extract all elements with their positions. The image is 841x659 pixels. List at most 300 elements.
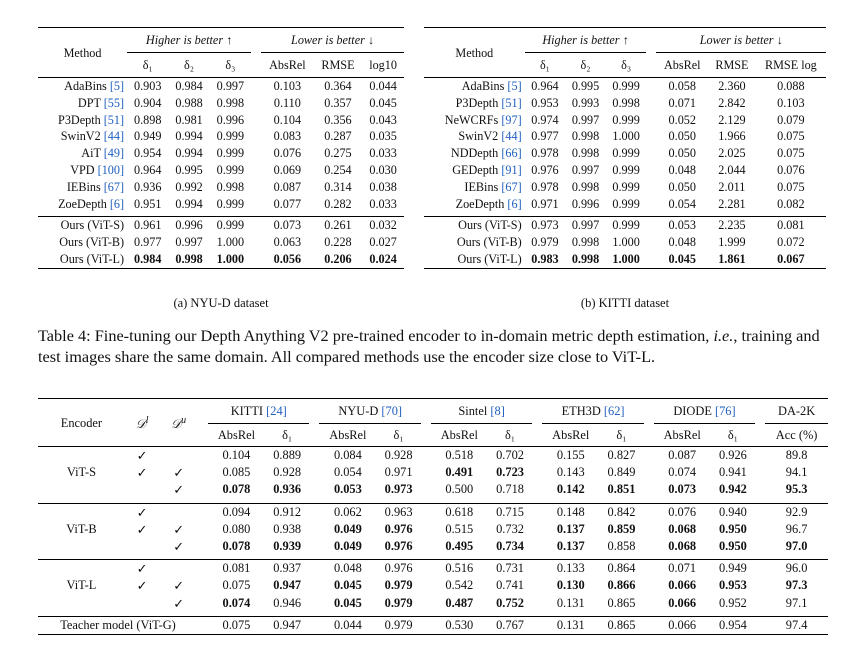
table-row	[38, 595, 828, 612]
citation: [51]	[501, 95, 522, 110]
spacer	[251, 217, 261, 234]
metric-value: 0.946	[273, 595, 302, 610]
metric-value: 0.926	[711, 447, 756, 465]
citation: [6]	[507, 196, 522, 211]
dataset-header-sintel: Sintel [8]	[431, 399, 532, 424]
metric-value: 0.075	[222, 578, 251, 593]
method-name: Ours (ViT-B)	[456, 235, 522, 250]
metric-value: 0.500	[445, 482, 474, 497]
spacer	[646, 145, 656, 162]
spacer	[646, 217, 656, 234]
metric-value: 0.979	[376, 616, 421, 634]
subcaption-a: (a) NYU-D dataset	[173, 296, 269, 310]
metric-value: 1.000	[216, 235, 245, 250]
metric-value: 0.981	[175, 112, 203, 127]
metric-value: 0.964	[134, 162, 162, 177]
method-name: Ours (ViT-S)	[38, 217, 127, 234]
table-row-ours	[424, 234, 826, 251]
metric-value: 0.084	[319, 447, 376, 465]
metric-value: 0.045	[333, 578, 362, 593]
spacer	[309, 538, 319, 555]
labeled-check	[125, 595, 159, 612]
spacer	[646, 128, 656, 145]
metric-value: 0.081	[208, 560, 265, 578]
metric-value: 0.516	[431, 560, 488, 578]
metric-value: 2.842	[718, 95, 746, 110]
table-row	[38, 179, 404, 196]
spacer	[644, 464, 654, 481]
col-header: RMSE	[321, 58, 355, 72]
metric-value: 0.889	[265, 447, 310, 465]
metric-value: 92.9	[765, 503, 828, 521]
metric-value: 0.741	[496, 578, 524, 593]
metric-value: 0.066	[668, 595, 697, 610]
table-row	[424, 95, 826, 112]
metric-value: 94.1	[785, 465, 808, 480]
metric-value: 0.979	[384, 578, 413, 593]
metric-value: 1.000	[606, 251, 647, 268]
metric-value: 0.971	[531, 196, 559, 211]
col-header-absrel: AbsRel	[329, 428, 367, 442]
table-row	[38, 128, 404, 145]
metric-value: 0.983	[525, 251, 566, 268]
metric-value: 0.082	[777, 196, 805, 211]
spacer	[646, 251, 656, 268]
metric-value: 0.928	[273, 465, 302, 480]
metric-value: 0.491	[445, 465, 474, 480]
method-name: NDDepth [66]	[450, 146, 522, 161]
col-header-delta: δ₁	[616, 428, 627, 442]
metric-value: 0.979	[531, 235, 559, 250]
spacer	[646, 179, 656, 196]
metric-value: 0.254	[324, 162, 352, 177]
metric-value: 0.993	[571, 95, 600, 110]
metric-value: 0.827	[599, 447, 644, 465]
metric-value: 0.357	[324, 95, 352, 110]
spacer	[646, 234, 656, 251]
table-4-caption	[38, 325, 828, 367]
spacer	[309, 447, 319, 465]
metric-value: 0.865	[599, 616, 644, 634]
table-row	[424, 145, 826, 162]
spacer	[198, 616, 208, 634]
table-row-teacher	[38, 616, 828, 634]
unlabeled-check	[159, 503, 198, 521]
spacer	[644, 424, 654, 447]
spacer	[251, 162, 261, 179]
metric-value: 0.951	[134, 196, 162, 211]
metric-value: 0.978	[531, 179, 559, 194]
metric-value: 0.104	[208, 447, 265, 465]
table-row-ours	[424, 217, 826, 234]
metric-value: 0.049	[333, 539, 362, 554]
metric-value: 0.282	[324, 196, 352, 211]
metric-value: 1.000	[612, 235, 640, 250]
labeled-check: ✓	[125, 503, 159, 521]
metric-value: 0.068	[668, 539, 697, 554]
spacer	[198, 577, 208, 594]
table-row	[38, 196, 404, 213]
metric-value: 1.861	[708, 251, 756, 268]
spacer	[532, 577, 542, 594]
citation: [67]	[103, 179, 125, 194]
spacer	[421, 521, 431, 538]
metric-value: 0.988	[175, 95, 203, 110]
method-name: VPD [100]	[70, 162, 125, 177]
metric-value: 0.994	[175, 146, 203, 161]
spacer	[421, 481, 431, 498]
metric-value: 0.997	[565, 217, 606, 234]
metric-value: 0.067	[756, 251, 826, 268]
metric-value: 0.999	[210, 217, 251, 234]
metric-value: 0.976	[376, 560, 421, 578]
metric-value: 0.131	[542, 616, 599, 634]
metric-value: 0.732	[496, 521, 524, 536]
method-name: GEDepth [91]	[452, 162, 522, 177]
metric-value: 0.936	[273, 482, 302, 497]
metric-value: 0.228	[324, 235, 352, 250]
spacer	[532, 595, 542, 612]
spacer	[755, 424, 765, 447]
metric-value: 0.032	[362, 217, 404, 234]
metric-value: 0.073	[261, 217, 314, 234]
table-encoder-comparison	[38, 398, 828, 635]
metric-value: 0.130	[556, 578, 585, 593]
method-name: P3Depth [51]	[455, 95, 522, 110]
metric-value: 0.999	[612, 162, 640, 177]
method-name: AdaBins [5]	[424, 78, 525, 95]
metric-value: 0.973	[384, 482, 413, 497]
labeled-check: ✓	[136, 521, 148, 537]
metric-value: 0.999	[216, 146, 245, 161]
spacer	[198, 521, 208, 538]
metric-value: 0.137	[556, 521, 585, 536]
metric-value: 0.974	[531, 112, 559, 127]
col-header: δ₃	[225, 58, 236, 72]
metric-value: 0.984	[127, 251, 168, 268]
metric-value: 0.978	[531, 146, 559, 161]
spacer	[421, 464, 431, 481]
metric-value: 0.056	[261, 251, 314, 268]
spacer	[251, 112, 261, 129]
metric-value: 0.033	[369, 196, 397, 211]
spacer	[755, 447, 765, 465]
metric-value: 0.142	[556, 482, 585, 497]
metric-value: 0.912	[265, 503, 310, 521]
metric-value: 0.062	[319, 503, 376, 521]
metric-value: 0.050	[668, 146, 696, 161]
labeled-check	[125, 481, 159, 498]
metric-value: 0.073	[668, 482, 697, 497]
method-name: ZoeDepth [6]	[455, 196, 522, 211]
metric-value: 0.842	[599, 503, 644, 521]
method-name: AiT [49]	[81, 146, 125, 161]
metric-value: 0.865	[607, 595, 636, 610]
metric-value: 0.050	[668, 179, 696, 194]
caption-label: Table 4:	[38, 326, 95, 345]
unlabeled-check	[159, 560, 198, 578]
method-name: IEBins [67]	[66, 179, 125, 194]
metric-value: 0.979	[384, 595, 413, 610]
metric-value: 0.977	[134, 235, 162, 250]
table-row-ours	[38, 251, 404, 268]
metric-value: 0.938	[273, 521, 302, 536]
spacer	[532, 464, 542, 481]
spacer	[646, 112, 656, 129]
metric-value: 0.859	[607, 521, 636, 536]
metric-value: 2.281	[718, 196, 746, 211]
table-row	[38, 162, 404, 179]
metric-value: 0.058	[656, 78, 708, 95]
metric-value: 0.103	[261, 78, 314, 95]
metric-value: 0.076	[777, 162, 805, 177]
method-header: Method	[38, 28, 127, 78]
metric-value: 0.050	[668, 129, 696, 144]
spacer	[251, 78, 261, 95]
metric-value: 0.998	[571, 235, 600, 250]
spacer	[198, 481, 208, 498]
labeled-check: ✓	[136, 578, 148, 594]
metric-value: 0.999	[612, 179, 640, 194]
table-row	[38, 145, 404, 162]
table-row	[424, 179, 826, 196]
table-row	[38, 503, 828, 521]
col-header: log10	[369, 58, 397, 72]
metric-value: 0.961	[127, 217, 168, 234]
spacer	[198, 464, 208, 481]
spacer	[421, 538, 431, 555]
metric-value: 0.999	[216, 162, 245, 177]
metric-value: 0.155	[542, 447, 599, 465]
spacer	[644, 577, 654, 594]
metric-value: 0.715	[488, 503, 533, 521]
method-name: Ours (ViT-B)	[59, 235, 125, 250]
spacer	[755, 481, 765, 498]
metric-value: 0.904	[134, 95, 162, 110]
method-name: DPT [55]	[77, 95, 125, 110]
col-header-delta: δ₁	[727, 428, 738, 442]
metric-value: 0.903	[127, 78, 168, 95]
metric-value: 0.063	[273, 235, 302, 250]
caption-text: , training and test images share the same domain. All compared methods use the encoder size close to ViT-L.	[38, 326, 820, 366]
metric-value: 0.996	[168, 217, 209, 234]
table-row	[424, 128, 826, 145]
metric-value: 0.530	[431, 616, 488, 634]
metric-value: 0.487	[445, 595, 474, 610]
col-header: δ₃	[621, 58, 632, 72]
spacer	[755, 616, 765, 634]
table-row	[38, 95, 404, 112]
metric-value: 89.8	[765, 447, 828, 465]
method-name: Ours (ViT-S)	[424, 217, 525, 234]
metric-value: 0.054	[333, 465, 362, 480]
spacer	[755, 464, 765, 481]
table-row-ours	[38, 217, 404, 234]
metric-value: 0.053	[656, 217, 708, 234]
spacer	[309, 503, 319, 521]
col-header-delta: δ₁	[504, 428, 516, 442]
metric-value: 0.075	[208, 616, 265, 634]
metric-value: 0.261	[314, 217, 362, 234]
metric-value: 0.950	[718, 521, 747, 536]
metric-value: 0.999	[612, 196, 640, 211]
spacer	[646, 196, 656, 213]
metric-value: 0.954	[134, 146, 162, 161]
unlabeled-check: ✓	[173, 539, 185, 555]
dataset-header-nyud: NYU-D [70]	[319, 399, 420, 424]
labeled-check	[125, 538, 159, 555]
metric-value: 0.940	[711, 503, 756, 521]
metric-value: 0.997	[571, 112, 600, 127]
metric-value: 0.999	[612, 146, 640, 161]
unlabeled-check: ✓	[173, 482, 185, 498]
metric-value: 0.076	[273, 146, 302, 161]
dataset-header-kitti: KITTI [24]	[208, 399, 309, 424]
spacer	[198, 424, 208, 447]
metric-value: 0.071	[668, 95, 696, 110]
unlabeled-check	[159, 447, 198, 465]
method-name: NeWCRFs [97]	[444, 112, 522, 127]
metric-value: 0.999	[606, 217, 647, 234]
metric-value: 2.044	[718, 162, 746, 177]
citation: [67]	[501, 179, 522, 194]
metric-value: 0.731	[488, 560, 533, 578]
metric-value: 0.072	[777, 235, 805, 250]
table-row	[424, 162, 826, 179]
metric-value: 0.718	[496, 482, 524, 497]
metric-value: 0.314	[324, 179, 352, 194]
spacer	[755, 577, 765, 594]
spacer	[251, 95, 261, 112]
citation: [44]	[501, 129, 522, 144]
col-header-absrel: AbsRel	[217, 428, 256, 442]
metric-value: 0.992	[175, 179, 203, 194]
spacer	[532, 424, 542, 447]
metric-value: 0.849	[607, 465, 636, 480]
spacer	[309, 616, 319, 634]
metric-value: 0.976	[384, 521, 413, 536]
col-header: δ₁	[539, 58, 550, 72]
spacer	[532, 560, 542, 578]
dataset-header-diode: DIODE [76]	[654, 399, 755, 424]
labeled-check: ✓	[136, 465, 148, 481]
spacer	[421, 577, 431, 594]
higher-better-header: Higher is better ↑	[127, 28, 251, 53]
spacer	[644, 560, 654, 578]
metric-value: 0.936	[134, 179, 162, 194]
table-kitti	[424, 27, 826, 269]
metric-value: 0.864	[599, 560, 644, 578]
metric-value: 0.068	[668, 521, 697, 536]
dataset-header-eth3d: ETH3D [62]	[542, 399, 643, 424]
spacer	[532, 481, 542, 498]
col-header-absrel: AbsRel	[440, 428, 478, 442]
method-name: SwinV2 [44]	[458, 129, 522, 144]
unlabeled-check: ✓	[173, 465, 185, 481]
metric-value: 1.999	[718, 235, 746, 250]
metric-value: 0.998	[571, 179, 600, 194]
col-header: RMSE log	[764, 58, 817, 72]
metric-value: 0.066	[668, 578, 697, 593]
metric-value: 0.075	[777, 129, 805, 144]
metric-value: 0.356	[324, 112, 352, 127]
metric-value: 0.542	[445, 578, 474, 593]
metric-value: 0.143	[556, 465, 585, 480]
metric-value: 0.928	[376, 447, 421, 465]
encoder-name: ViT-S	[38, 447, 125, 499]
metric-value: 0.973	[525, 217, 566, 234]
metric-value: 0.723	[496, 465, 524, 480]
spacer	[644, 595, 654, 612]
spacer	[644, 616, 654, 634]
metric-value: 0.495	[445, 539, 474, 554]
col-header-absrel: AbsRel	[663, 428, 701, 442]
method-name: SwinV2 [44]	[60, 129, 125, 144]
table-row	[38, 464, 828, 481]
table-nyu	[38, 27, 404, 269]
metric-value: 97.1	[785, 595, 808, 610]
metric-value: 0.044	[319, 616, 376, 634]
encoder-name: ViT-L	[38, 560, 125, 612]
spacer	[532, 447, 542, 465]
dataset-header-da2k: DA-2K	[765, 399, 828, 424]
metric-value: 2.025	[718, 146, 746, 161]
metric-value: 0.977	[531, 129, 559, 144]
metric-value: 0.054	[668, 196, 696, 211]
metric-value: 0.997	[210, 78, 251, 95]
metric-value: 0.998	[571, 146, 600, 161]
spacer	[646, 78, 656, 95]
metric-value: 0.949	[134, 129, 162, 144]
metric-value: 0.999	[216, 129, 245, 144]
metric-value: 0.999	[606, 78, 647, 95]
metric-value: 0.048	[319, 560, 376, 578]
metric-value: 0.950	[718, 539, 747, 554]
metric-value: 97.4	[765, 616, 828, 634]
metric-value: 0.995	[565, 78, 606, 95]
spacer	[755, 503, 765, 521]
citation: [5]	[507, 79, 522, 93]
spacer	[646, 95, 656, 112]
metric-value: 0.077	[273, 196, 302, 211]
metric-value: 0.866	[607, 578, 636, 593]
metric-value: 0.998	[168, 251, 209, 268]
citation: [6]	[109, 196, 125, 211]
col-header-absrel: AbsRel	[552, 428, 590, 442]
metric-value: 0.076	[654, 503, 711, 521]
spacer	[251, 251, 261, 268]
metric-value: 97.3	[785, 578, 808, 593]
labeled-data-header: 𝒟$^l$	[125, 399, 159, 447]
table-row	[424, 78, 826, 95]
citation: [5]	[109, 79, 125, 93]
table-row	[38, 112, 404, 129]
citation: [97]	[501, 112, 522, 127]
unlabeled-check: ✓	[173, 578, 185, 594]
metric-value: 0.078	[222, 539, 251, 554]
metric-value: 0.998	[216, 179, 245, 194]
spacer	[421, 560, 431, 578]
metric-value: 0.996	[216, 112, 245, 127]
metric-value: 0.994	[175, 196, 203, 211]
labeled-check: ✓	[125, 447, 159, 465]
metric-value: 0.087	[273, 179, 302, 194]
method-name: Ours (ViT-L)	[38, 251, 127, 268]
metric-value: 0.941	[718, 465, 747, 480]
metric-value: 0.963	[376, 503, 421, 521]
metric-value: 1.000	[210, 251, 251, 268]
spacer	[644, 503, 654, 521]
